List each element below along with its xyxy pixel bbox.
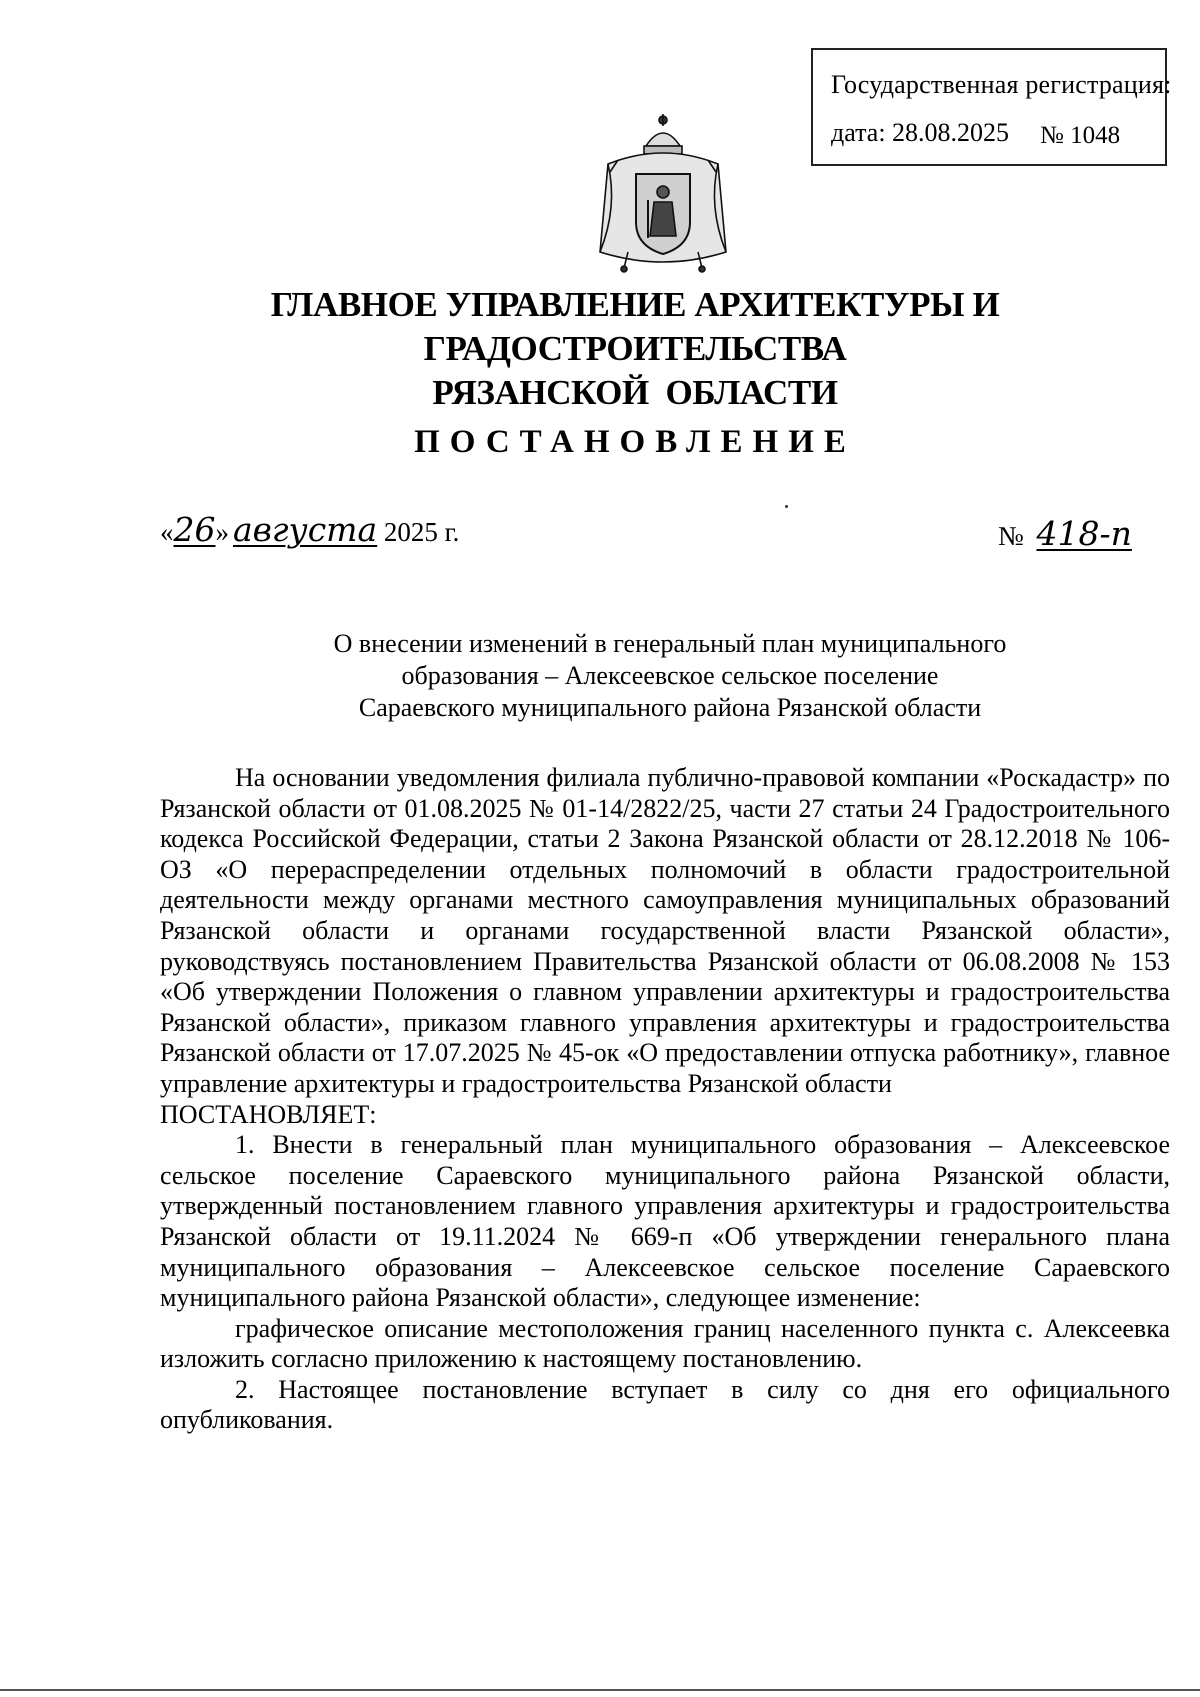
item-2-paragraph: 2. Настоящее постановление вступает в силу со дня его официального опубликования. — [160, 1374, 1170, 1435]
document-number — [998, 514, 1132, 553]
item-1-paragraph: 1. Внести в генеральный план муниципального образования – Алексеевское сельское поселение Сараевского муниципального района Рязанской области, утвержденный постановлением главного управления архитектуры и градостроительства Рязанской области от 19.11.2024 № 669-п «Об утверждении генерального плана муниципального образования – Алексеевское сельское поселение Сараевского муниципального района Рязанской области», следующее изменение: — [160, 1130, 1170, 1313]
date-day-handwritten: 26 — [173, 510, 216, 549]
document-date — [160, 510, 459, 549]
date-month-handwritten: августа — [233, 510, 378, 549]
registration-number: № 1048 — [1040, 122, 1121, 149]
number-prefix: № — [998, 521, 1024, 551]
document-body — [160, 763, 1170, 1436]
registration-date: дата: 28.08.2025 — [831, 118, 1010, 147]
organization-heading — [80, 283, 1190, 415]
scan-dot — [785, 505, 788, 508]
organization-line-2: РЯЗАНСКОЙ ОБЛАСТИ — [432, 373, 838, 412]
date-open-quote: « — [160, 517, 174, 547]
registration-title: Государственная регистрация: — [831, 70, 1172, 99]
item-1-detail-paragraph: графическое описание местоположения границ населенного пункта с. Алексеевка изложить согласно приложению к настоящему постановлению. — [160, 1313, 1170, 1374]
date-close-quote: » — [215, 517, 229, 547]
date-year: 2025 г. — [383, 517, 460, 547]
number-handwritten: 418-п — [1036, 514, 1132, 553]
organization-line-1: ГЛАВНОЕ УПРАВЛЕНИЕ АРХИТЕКТУРЫ И ГРАДОСТРОИТЕЛЬСТВА — [270, 285, 1000, 368]
coat-of-arms-icon — [588, 112, 738, 276]
subject-line-3: Сараевского муниципального района Рязанской области — [358, 693, 982, 722]
decree-word: ПОСТАНОВЛЯЕТ: — [160, 1099, 377, 1129]
preamble-paragraph: На основании уведомления филиала публично-правовой компании «Роскадастр» по Рязанской области от 01.08.2025 № 01-14/2822/25, части 27 статьи 24 Градостроительного кодекса Российской Федерации, статьи 2 Закона Рязанской области от 28.12.2018 № 106-ОЗ «О перераспределении отдельных полномочий в области градостроительной деятельности между органами местного самоуправления муниципальных образований Рязанской области и органами государственной власти Рязанской области», руководствуясь постановлением Правительства Рязанской области от 06.08.2008 № 153 «Об утверждении Положения о главном управлении архитектуры и градостроительства Рязанской области», приказом главного управления архитектуры и градостроительства Рязанской области от 17.07.2025 № 45-ок «О предоставлении отпуска работнику», главное управление архитектуры и градостроительства Рязанской области — [160, 763, 1170, 1098]
subject-line-2: образования – Алексеевское сельское поселение — [401, 661, 939, 690]
document-subject — [200, 628, 1140, 724]
page-bottom-rule — [0, 1689, 1200, 1691]
document-type: ПОСТАНОВЛЕНИЕ — [414, 424, 856, 460]
subject-line-1: О внесении изменений в генеральный план муниципального — [333, 629, 1007, 658]
